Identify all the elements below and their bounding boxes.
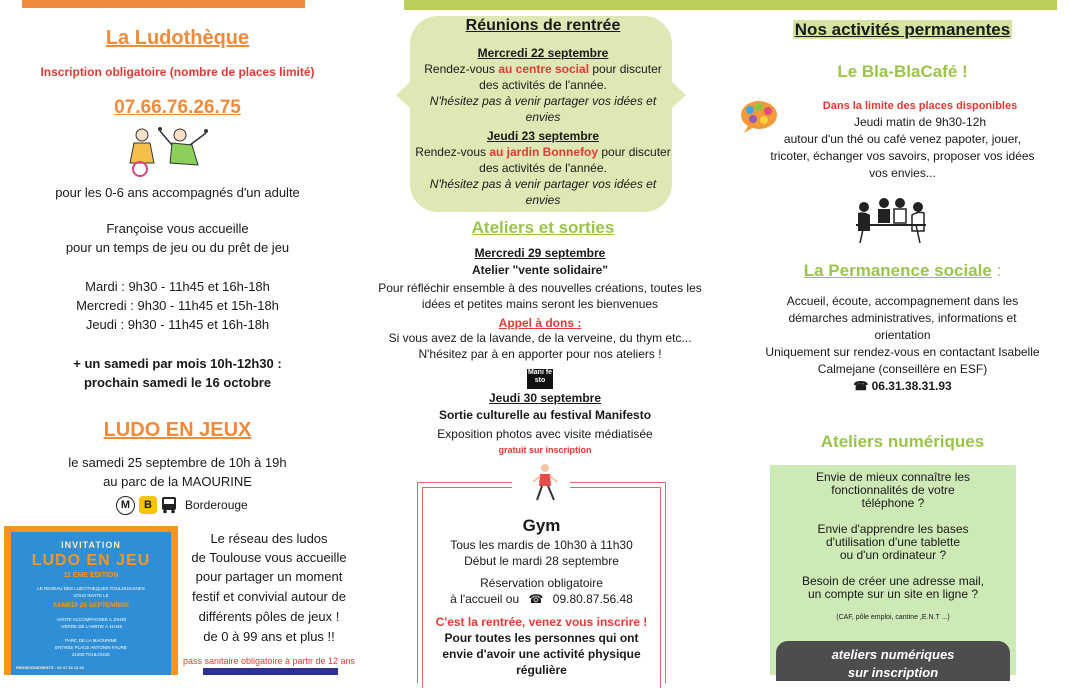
- thu-invite-2: envies: [525, 193, 561, 207]
- bus-icon: [161, 496, 177, 514]
- saturday-line-1: + un samedi par mois 10h-12h30 :: [73, 356, 282, 371]
- atelier1-desc-1: Pour réfléchir ensemble à des nouvelles créations, toutes les: [378, 281, 702, 295]
- ludo-en-jeux-title: LUDO EN JEUX: [103, 419, 252, 441]
- thu-line-a: Rendez-vous: [415, 145, 490, 159]
- poster-place-1: PARC DE LA MAOURINE: [65, 638, 117, 643]
- header-bar-left: [22, 0, 305, 8]
- header-bar-center: [404, 0, 1057, 10]
- gym-contact: [420, 592, 663, 607]
- poster-detail-1: -VISITE ACCOMPAGNEE A 10H30: [55, 617, 127, 622]
- reunions-title: Réunions de rentrée: [465, 17, 621, 34]
- blabla-desc-2: tricoter, échanger vos savoirs, proposer vos idées: [770, 149, 1035, 163]
- poster-edition: 11 EME EDITION: [63, 572, 119, 579]
- blabla-desc-3: vos envies...: [869, 166, 936, 180]
- ludo-place: au parc de la MAOURINE: [103, 474, 252, 489]
- people-at-table-icon: [850, 195, 930, 247]
- perm-title: La Permanence sociale: [803, 261, 992, 280]
- perm-desc-2: démarches administratives, informations et: [788, 311, 1017, 325]
- manifesto-logo: [527, 369, 553, 389]
- wed-place: au centre social: [498, 62, 590, 76]
- num-q1-3: téléphone ?: [861, 496, 925, 510]
- borderouge-stop: Borderouge: [185, 498, 248, 512]
- poster-invitation: INVITATION: [61, 540, 121, 550]
- num-banner-2: sur inscription: [847, 665, 939, 680]
- atelier2-date: Jeudi 30 septembre: [488, 391, 602, 405]
- atelier1-desc-2: idées et petites mains seront les bienvenues: [421, 297, 659, 311]
- perm-desc-5: Calmejane (conseillère en ESF): [817, 362, 988, 376]
- thu-place: au jardin Bonnefoy: [489, 145, 599, 159]
- thu-date: Jeudi 23 septembre: [486, 129, 600, 143]
- running-person-icon: [530, 462, 560, 506]
- wed-invite-1: N'hésitez pas à venir partager vos idées et: [429, 94, 657, 108]
- thu-line-b: pour discuter: [598, 145, 671, 159]
- atelier1-name: Atelier "vente solidaire": [471, 263, 609, 277]
- thu-invite-1: N'hésitez pas à venir partager vos idées et: [429, 177, 657, 191]
- num-q3-2: un compte sur un site en ligne ?: [807, 587, 979, 601]
- perm-desc-3: orientation: [874, 328, 931, 342]
- gym-contact-label: à l'accueil ou: [450, 592, 520, 606]
- phone-icon: ☎: [853, 379, 872, 393]
- network-line-1: Le réseau des ludos: [210, 531, 328, 546]
- gym-call: C'est la rentrée, venez vous inscrire !: [435, 615, 648, 629]
- num-banner: [776, 641, 1010, 681]
- manifesto-logo-text: Mani festo: [527, 369, 553, 384]
- poster-line-2: VOUS INVITE LE: [73, 593, 109, 598]
- age-line: pour les 0-6 ans accompagnés d'un adulte: [55, 185, 300, 200]
- gym-reservation: Réservation obligatoire: [480, 576, 603, 590]
- wed-invite-2: envies: [525, 110, 561, 124]
- network-line-3: pour partager un moment: [195, 569, 343, 584]
- inscription-note: Inscription obligatoire (nombre de places limité): [40, 65, 315, 79]
- num-note: (CAF, pôle emploi, cantine ,E.N.T ...): [836, 614, 950, 621]
- wed-line-b: pour discuter: [589, 62, 662, 76]
- ateliers-title: Ateliers et sorties: [471, 218, 615, 237]
- schedule-wednesday: Mercredi : 9h30 - 11h45 et 15h-18h: [76, 298, 279, 313]
- blabla-desc-1: autour d'un thé ou café venez papoter, jouer,: [783, 132, 1022, 146]
- permanent-title: Nos activités permanentes: [794, 20, 1011, 39]
- transport-row: [116, 495, 248, 515]
- gym-title: Gym: [522, 516, 561, 535]
- num-banner-1: ateliers numériques: [831, 647, 955, 662]
- thu-line: [403, 145, 683, 160]
- gym-bold-1: Pour toutes les personnes qui ont: [444, 631, 639, 645]
- appel-line-1: Si vous avez de la lavande, de la verveine, du thym etc...: [388, 331, 692, 345]
- network-line-6: de 0 à 99 ans et plus !!: [203, 629, 335, 644]
- poster-info: RENSEIGNEMENTS : 06 47 34 12 94: [16, 665, 84, 670]
- network-line-4: festif et convivial autour de: [192, 589, 346, 604]
- pass-sanitaire: pass sanitaire obligatoire à partir de 12 ans: [182, 656, 356, 666]
- poster-date: SAMEDI 25 SEPTEMBRE: [52, 602, 130, 609]
- wed-line-a: Rendez-vous: [424, 62, 499, 76]
- num-q2-1: Envie d'apprendre les bases: [817, 522, 969, 536]
- num-q1-1: Envie de mieux connaître les: [815, 470, 971, 484]
- gym-bold-2: envie d'avoir une activité physique: [442, 647, 641, 661]
- ludotheque-title: La Ludothèque: [105, 27, 250, 49]
- blabla-title: Le Bla-BlaCafé !: [837, 62, 968, 81]
- ludo-date: le samedi 25 septembre de 10h à 19h: [68, 455, 287, 470]
- atelier2-name: Sortie culturelle au festival Manifesto: [438, 408, 652, 422]
- perm-colon: :: [991, 261, 1002, 280]
- num-q2-3: ou d'un ordinateur ?: [839, 548, 947, 562]
- atelier2-desc: Exposition photos avec visite médiatisée: [437, 427, 653, 441]
- poster-place-3: 31200 TOULOUSE: [71, 652, 111, 657]
- atelier2-free: gratuit sur inscription: [498, 445, 592, 455]
- network-line-2: de Toulouse vous accueille: [191, 550, 347, 565]
- gym-line-2: Début le mardi 28 septembre: [464, 554, 619, 568]
- num-q1-2: fonctionnalités de votre: [831, 483, 955, 497]
- thu-line-c: des activités de l'année.: [479, 161, 607, 175]
- perm-phone: 06.31.38.31.93: [871, 379, 952, 393]
- perm-desc-1: Accueil, écoute, accompagnement dans les: [786, 294, 1019, 308]
- poster-line-1: LE RESEAU DES LUDOTHEQUES TOULOUSAINES: [37, 586, 145, 591]
- atelier1-date: Mercredi 29 septembre: [474, 246, 606, 260]
- blabla-time: Jeudi matin de 9h30-12h: [853, 115, 987, 129]
- ludotheque-phone: 07.66.76.26.75: [114, 97, 241, 118]
- gym-phone: 09.80.87.56.48: [552, 592, 633, 606]
- num-title: Ateliers numériques: [820, 432, 985, 451]
- appel-line-2: N'hésitez par à en apporter pour nos ateliers !: [418, 347, 662, 361]
- blabla-limit: Dans la limite des places disponibles: [822, 100, 1018, 112]
- wed-line: [403, 62, 683, 77]
- num-box: [770, 465, 1016, 680]
- welcome-line-2: pour un temps de jeu ou du prêt de jeu: [65, 240, 290, 255]
- perm-desc-4: Uniquement sur rendez-vous en contactant Isabelle: [765, 345, 1040, 359]
- saturday-line-2: prochain samedi le 16 octobre: [83, 375, 272, 390]
- schedule-thursday: Jeudi : 9h30 - 11h45 et 16h-18h: [85, 317, 270, 332]
- metro-line-b-icon: B: [139, 496, 157, 514]
- permanent-title-wrap: [725, 20, 1080, 40]
- gym-line-1: Tous les mardis de 10h30 à 11h30: [450, 538, 633, 552]
- blue-banner-strip: [203, 668, 338, 675]
- perm-phone-row: [725, 379, 1080, 394]
- welcome-line-1: Françoise vous accueille: [106, 221, 249, 236]
- gym-bold-3: régulière: [516, 663, 567, 677]
- poster-detail-2: -VERRE DE L'AMITIE A 11H45: [59, 624, 123, 629]
- num-q3-1: Besoin de créer une adresse mail,: [801, 574, 985, 588]
- num-q2-2: d'utilisation d'une tablette: [825, 535, 960, 549]
- poster-title: LUDO EN JEU: [31, 552, 151, 569]
- phone-icon: ☎: [528, 592, 544, 606]
- appel-dons: Appel à dons :: [498, 316, 582, 330]
- perm-title-wrap: [725, 261, 1080, 281]
- poster-place-2: ENTREE PLACE ANTONIN FAURE: [55, 645, 127, 650]
- metro-m-icon: M: [116, 496, 135, 515]
- ludo-poster: [4, 526, 178, 675]
- children-playing-icon: [120, 123, 212, 179]
- wed-line-c: des activités de l'année.: [479, 78, 607, 92]
- network-line-5: différents pôles de jeux !: [198, 609, 340, 624]
- schedule-tuesday: Mardi : 9h30 - 11h45 et 16h-18h: [85, 279, 270, 294]
- wed-date: Mercredi 22 septembre: [477, 46, 609, 60]
